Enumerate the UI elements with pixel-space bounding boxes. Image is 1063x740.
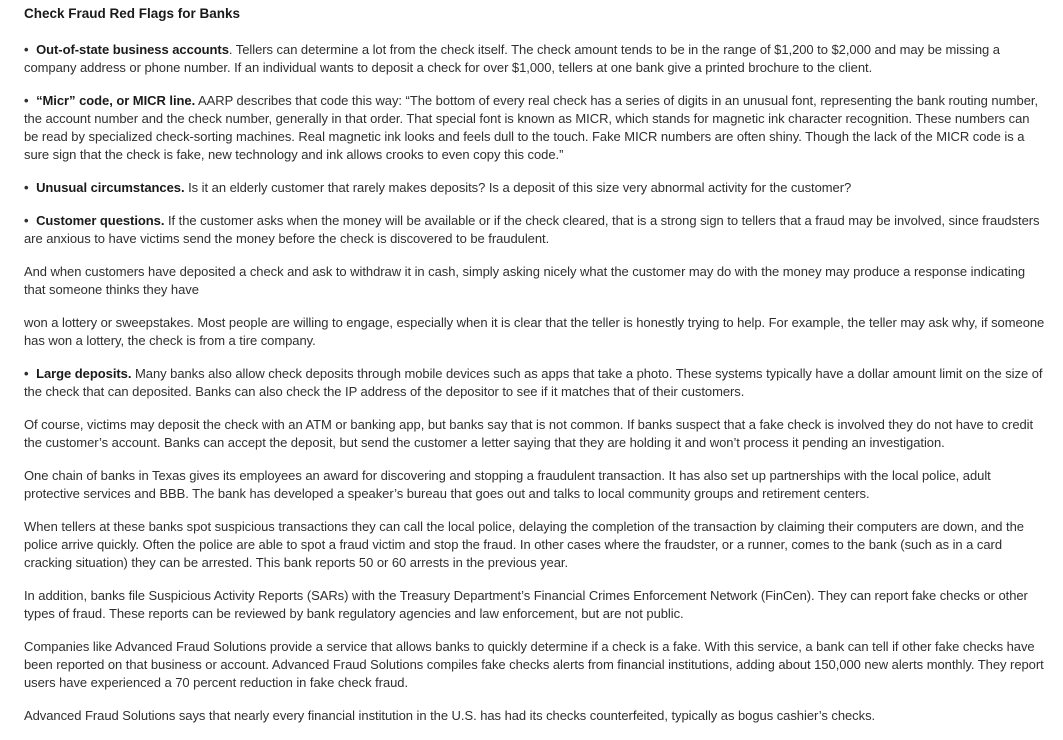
bullet-paragraph-unusual-circumstances [24, 179, 1045, 197]
bullet-paragraph-large-deposits [24, 365, 1045, 401]
page-title: Check Fraud Red Flags for Banks [24, 6, 241, 21]
body-paragraph: Advanced Fraud Solutions says that nearly every financial institution in the U.S. has had its checks counterfeited, typically as bogus cashier’s checks. [24, 708, 876, 723]
body-paragraph: When tellers at these banks spot suspicious transactions they can call the local police, delaying the completion of the transaction by claiming their computers are down, and the police arrive quickly. Often the police are able to spot a fraud victim and stop the fraud. In other cases where the fraudster, or a runner, comes to the bank (such as in a card cracking situation) they can be arrested. This bank reports 50 or 60 arrests in the previous year. [24, 519, 1024, 570]
bullet-text-out-of-state: Tellers can determine a lot from the check itself. The check amount tends to be in the range of $1,200 to $2,000 and may be missing a company address or phone number. If an individual wants to deposit a check for over $1,000, tellers at one bank give a printed brochure to the client. [24, 42, 1000, 75]
body-paragraph: won a lottery or sweepstakes. Most people are willing to engage, especially when it is clear that the teller is honestly trying to help. For example, the teller may ask why, if someone has won a lottery, the check is from a tire company. [24, 315, 1045, 348]
bullet-paragraph-micr [24, 92, 1045, 164]
bullet-lead-large-deposits: Large deposits. [36, 366, 132, 381]
body-paragraph: Of course, victims may deposit the check with an ATM or banking app, but banks say that is not common. If banks suspect that a fake check is involved they do not have to credit the customer’s account. Banks can accept the deposit, but send the customer a letter saying that they are holding it and won’t process it pending an investigation. [24, 417, 1034, 450]
body-paragraph: One chain of banks in Texas gives its employees an award for discovering and stopping a fraudulent transaction. It has also set up partnerships with the local police, adult protective services and BBB. The bank has developed a speaker’s bureau that goes out and talks to local community groups and retirement centers. [24, 468, 991, 501]
bullet-marker: • [24, 93, 29, 108]
bullet-lead-out-of-state: Out-of-state business accounts [36, 42, 229, 57]
bullet-text-customer-questions: If the customer asks when the money will be available or if the check cleared, that is a strong sign to tellers that a fraud may be involved, since fraudsters are anxious to have victims send the money before the check is discovered to be fraudulent. [24, 213, 1040, 246]
bullet-text-micr: AARP describes that code this way: “The bottom of every real check has a series of digits in an unusual font, representing the bank routing number, the account number and the check number, generally in that order. That special font is known as MICR, which stands for magnetic ink character recognition. These numbers can be read by specialized check-sorting machines. Real magnetic ink looks and feels dull to the touch. Fake MICR numbers are often shiny. Though the lack of the MICR code is a sure sign that the check is fake, new technology and ink allows crooks to even copy this code.” [24, 93, 1039, 162]
bullet-text-large-deposits: Many banks also allow check deposits through mobile devices such as apps that take a photo. These systems typically have a dollar amount limit on the size of the check that can deposited. Banks can also check the IP address of the depositor to see if it matches that of their customers. [24, 366, 1043, 399]
bullet-marker: • [24, 42, 29, 57]
body-paragraph: Companies like Advanced Fraud Solutions provide a service that allows banks to quickly determine if a check is a fake. With this service, a bank can tell if other fake checks have been reported on that business or account. Advanced Fraud Solutions compiles fake checks alerts from financial institutions, adding about 150,000 new alerts monthly. They report users have experienced a 70 percent reduction in fake check fraud. [24, 639, 1044, 690]
body-paragraph: And when customers have deposited a check and ask to withdraw it in cash, simply asking nicely what the customer may do with the money may produce a response indicating that someone thinks they have [24, 264, 1026, 297]
bullet-paragraph-customer-questions [24, 212, 1045, 248]
bullet-lead-customer-questions: Customer questions. [36, 213, 165, 228]
bullet-marker: • [24, 213, 29, 228]
bullet-marker: • [24, 366, 29, 381]
body-paragraph: In addition, banks file Suspicious Activity Reports (SARs) with the Treasury Department’s Financial Crimes Enforcement Network (FinCen). They can report fake checks or other types of fraud. These reports can be reviewed by bank regulatory agencies and law enforcement, but are not public. [24, 588, 1028, 621]
bullet-lead-micr: “Micr” code, or MICR line. [36, 93, 196, 108]
bullet-paragraph-out-of-state [24, 41, 1045, 77]
bullet-text-unusual-circumstances: Is it an elderly customer that rarely makes deposits? Is a deposit of this size very abnormal activity for the customer? [188, 180, 852, 195]
bullet-separator: . [228, 42, 236, 57]
bullet-lead-unusual-circumstances: Unusual circumstances. [36, 180, 185, 195]
bullet-marker: • [24, 180, 29, 195]
